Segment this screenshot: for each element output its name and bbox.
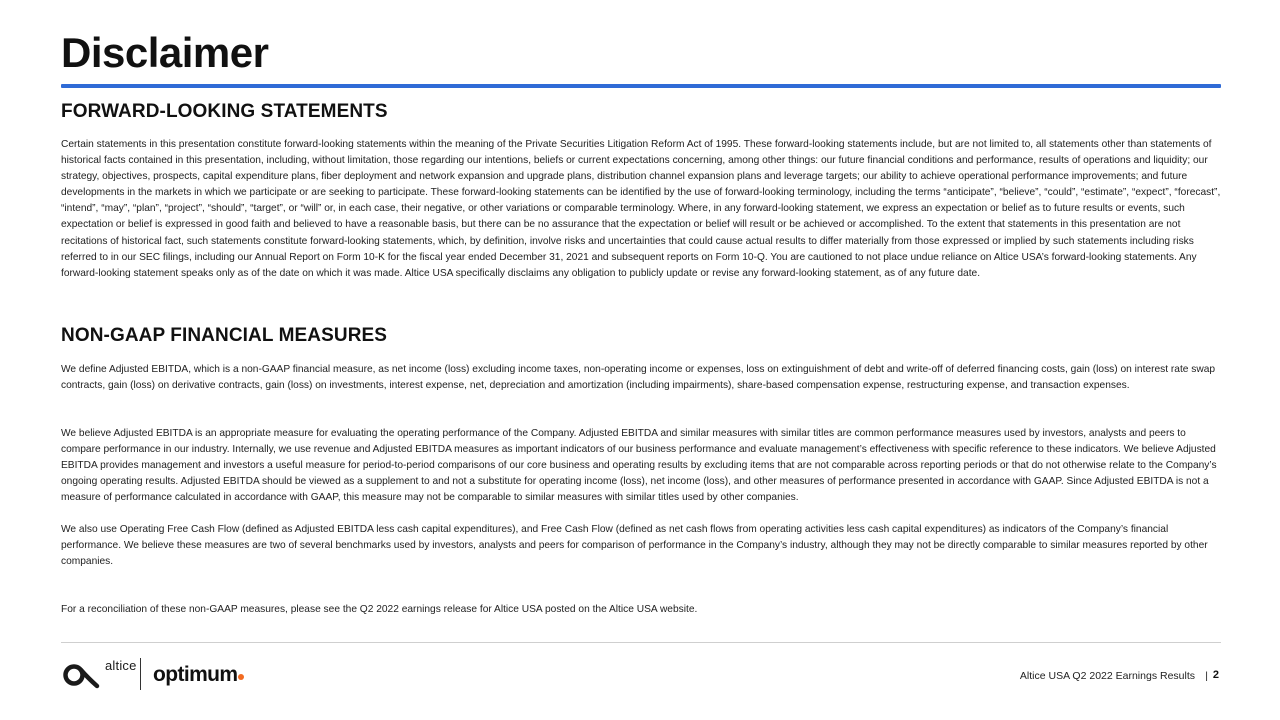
page-title: Disclaimer [61, 29, 269, 76]
footer-divider [61, 642, 1221, 643]
non-gaap-paragraph-4: For a reconciliation of these non-GAAP measures, please see the Q2 2022 earnings release for Altice USA posted on the Altice USA website. [61, 604, 698, 615]
non-gaap-heading: NON-GAAP FINANCIAL MEASURES [61, 325, 388, 346]
forward-looking-paragraph: Certain statements in this presentation constitute forward-looking statements within the meaning of the Private Securities Litigation Reform Act of 1995. These forward-looking statements include, but are not limited to, all statements other than statements of historical facts contained in this presentation, including, without limitation, those regarding our intentions, beliefs or current expectations concerning, among other things: our future financial conditions and performance, results of operations and liquidity; our strategy, objectives, prospects, capital expenditure plans, fiber deployment and network expansion and upgrade plans, distribution channel expansion plans and leverage targets; our ability to achieve operational performance improvements; and future developments in the markets in which we participate or are seeking to participate. These forward-looking statements can be identified by the use of forward-looking terminology, including the terms “anticipate”, “believe”, “could”, “estimate”, “expect”, “forecast”, “intend”, “may”, “plan”, “project”, “should”, “target”, or “will” or, in each case, their negative, or other variations or comparable terminology. Where, in any forward-looking statement, we express an expectation or belief as to future results or events, such expectation or belief is expressed in good faith and believed to have a reasonable basis, but there can be no assurance that the expectation or belief will result or be achieved or accomplished. To the extent that statements in this presentation are not recitations of historical fact, such statements constitute forward-looking statements, which, by definition, involve risks and uncertainties that could cause actual results to differ materially from those expressed or implied by such statements including risks referred to in our SEC filings, including our Annual Report on Form 10-K for the fiscal year ended December 31, 2021 and subsequent reports on Form 10-Q. You are cautioned to not place undue reliance on Altice USA’s forward-looking statements. Any forward-looking statement speaks only as of the date on which it was made. Altice USA specifically disclaims any obligation to publicly update or revise any forward-looking statement, as of any future date. [61, 139, 1221, 279]
page-number: 2 [1212, 669, 1219, 681]
logo-divider [140, 658, 141, 690]
footer-logos [60, 656, 320, 696]
non-gaap-paragraph-2: We believe Adjusted EBITDA is an appropriate measure for evaluating the operating performance of the Company. Adjusted EBITDA and similar measures with similar titles are common performance measures used by investors, analysts and peers to compare performance in our industry. Internally, we use revenue and Adjusted EBITDA measures as important indicators of our business performance and evaluate management’s effectiveness with specific reference to these indicators. We believe Adjusted EBITDA provides management and investors a useful measure for period-to-period comparisons of our core business and operating results by excluding items that are not comparable across reporting periods or that do not otherwise relate to the Company’s ongoing operating results. Adjusted EBITDA should be viewed as a supplement to and not a substitute for operating income (loss), net income (loss), and other measures of performance presented in accordance with GAAP. Since Adjusted EBITDA is not a measure of performance calculated in accordance with GAAP, this measure may not be comparable to similar measures with similar titles used by other companies. [61, 428, 1217, 504]
title-underline [61, 84, 1221, 88]
footer-separator: | [1205, 670, 1208, 682]
non-gaap-paragraph-1: We define Adjusted EBITDA, which is a non-GAAP financial measure, as net income (loss) excluding income taxes, non-operating income or expenses, loss on extinguishment of debt and write-off of deferred financing costs, gain (loss) on interest rate swap contracts, gain (loss) on derivative contracts, gain (loss) on investments, interest expense, net, depreciation and amortization (including impairments), share-based compensation expense, restructuring expense, and transaction expenses. [61, 364, 1216, 392]
presentation-name: Altice USA Q2 2022 Earnings Results [1019, 670, 1195, 682]
forward-looking-heading: FORWARD-LOOKING STATEMENTS [61, 101, 388, 122]
non-gaap-paragraph-3: We also use Operating Free Cash Flow (defined as Adjusted EBITDA less cash capital expenditures), and Free Cash Flow (defined as net cash flows from operating activities less cash capital expenditures) as indicators of the Company’s financial performance. We believe these measures are two of several benchmarks used by investors, analysts and peers for comparison of performance in the Company’s industry, although they may not be directly comparable to similar measures reported by other companies. [61, 524, 1208, 568]
altice-logo-text: altice [105, 658, 137, 673]
altice-logo-mark-icon [60, 656, 100, 692]
optimum-dot-icon [238, 674, 244, 680]
optimum-logo [153, 663, 244, 687]
optimum-logo-text: optimum [153, 663, 238, 686]
